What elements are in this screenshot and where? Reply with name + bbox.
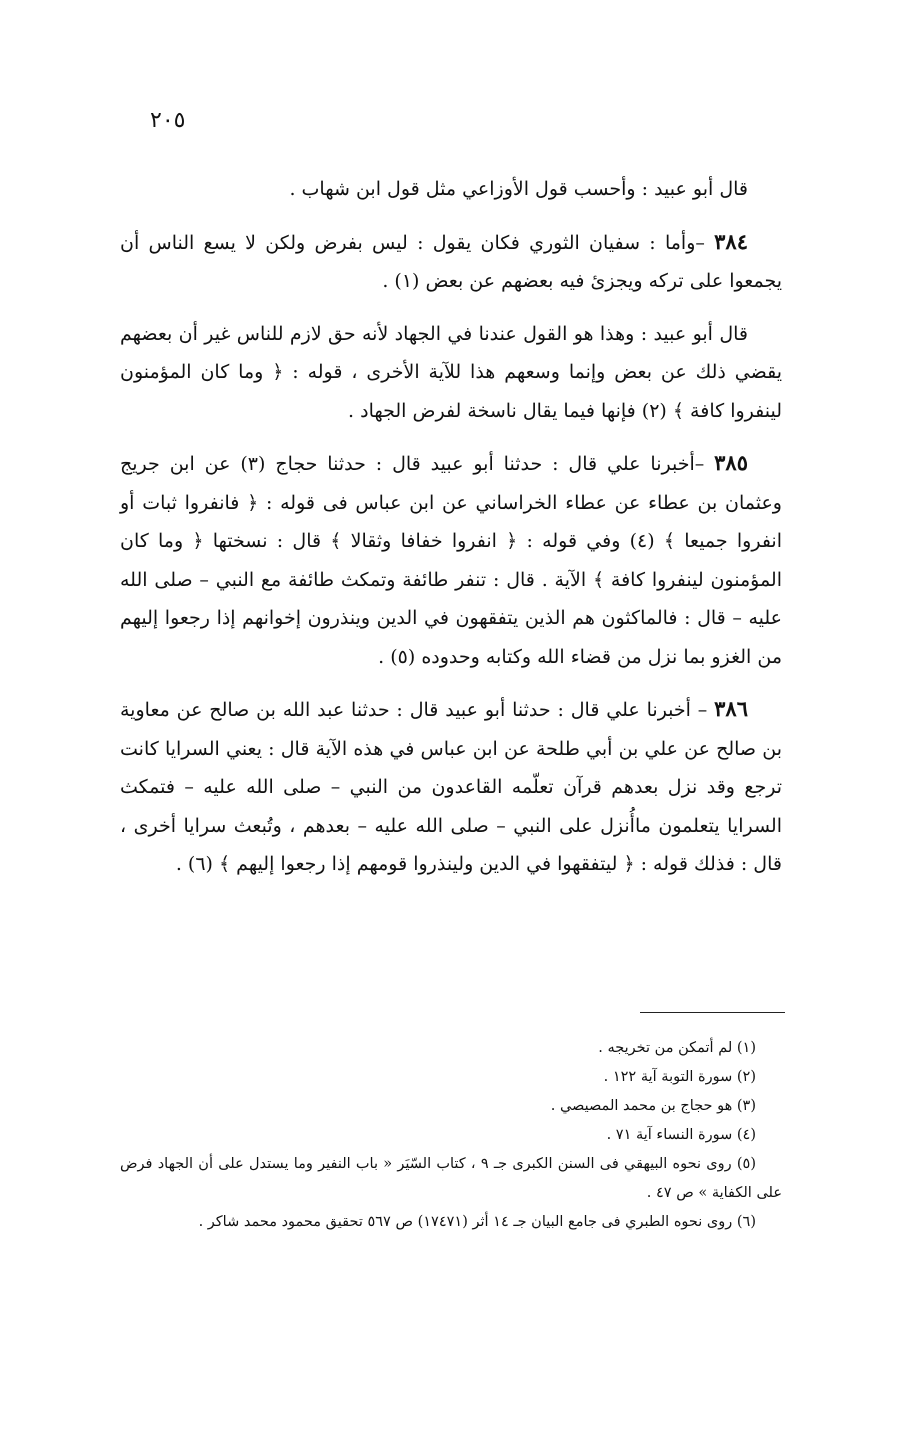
- footnote-1: (١) لم أتمكن من تخريجه .: [598, 1040, 756, 1056]
- paragraph-text: – أخبرنا علي قال : حدثنا أبو عبيد قال : حدثنا عبد الله بن صالح عن معاوية بن صالح عن علي بن أبي طلحة عن ابن عباس في هذه الآية قال : يعني السرايا كانت ترجع وقد نزل بعدهم قرآن تعلّمه القاعدون من النبي – صلى الله عليه – فتمكث السرايا يتعلمون ماأُنزل على النبي – صلى الله عليه – بعدهم ، وتُبعث سرايا أخرى ، قال : فذلك قوله : ﴿ ليتفقهوا في الدين ولينذروا قومهم إذا رجعوا إليهم ﴾ (٦) .: [120, 699, 782, 875]
- hadith-number: ٣٨٥: [714, 450, 748, 475]
- paragraph-384: [120, 223, 782, 301]
- page-number: ٢٠٥: [150, 108, 186, 133]
- paragraph-3: قال أبو عبيد : وهذا هو القول عندنا في الجهاد لأنه حق لازم للناس غير أن بعضهم يقضي ذلك عن بعض وإنما وسعهم هذا للآية الأخرى ، قوله : ﴿ وما كان المؤمنون لينفروا كافة ﴾ (٢) فإنها فيما يقال ناسخة لفرض الجهاد .: [120, 322, 782, 422]
- paragraph-1: قال أبو عبيد : وأحسب قول الأوزاعي مثل قول ابن شهاب .: [289, 178, 748, 200]
- paragraph-text: –وأما : سفيان الثوري فكان يقول : ليس بفرض ولكن لا يسع الناس أن يجمعوا على تركه ويجزئ فيه بعضهم عن بعض (١) .: [120, 231, 782, 292]
- footnote-6: (٦) روى نحوه الطبري فى جامع البيان جـ ١٤ أثر (١٧٤٧١) ص ٥٦٧ تحقيق محمود محمد شاكر .: [198, 1214, 756, 1230]
- footnote-divider: [640, 1012, 785, 1013]
- footnote-3: (٣) هو حجاج بن محمد المصيصي .: [550, 1098, 756, 1114]
- hadith-number: ٣٨٤: [714, 228, 748, 254]
- footnote-2: (٢) سورة التوبة آية ١٢٢ .: [603, 1069, 756, 1085]
- paragraph-386: [120, 690, 782, 884]
- hadith-number: ٣٨٦: [714, 696, 748, 721]
- footnote-4: (٤) سورة النساء آية ٧١ .: [606, 1127, 756, 1143]
- footnote-5: (٥) روى نحوه البيهقي فى السنن الكبرى جـ ٩ ، كتاب السّيَر « باب النفير وما يستدل على أن الجهاد فرض على الكفاية » ص ٤٧ .: [120, 1156, 782, 1201]
- paragraph-385: [120, 444, 782, 676]
- footnotes: [120, 1034, 782, 1237]
- main-text: [120, 170, 782, 898]
- paragraph-text: –أخبرنا علي قال : حدثنا أبو عبيد قال : حدثنا حجاج (٣) عن ابن جريج وعثمان بن عطاء عن عطاء الخراساني عن ابن عباس فى قوله : ﴿ فانفروا ثبات أو انفروا جميعا ﴾ (٤) وفي قوله : ﴿ انفروا خفافا وثقالا ﴾ قال : نسختها ﴿ وما كان المؤمنون لينفروا كافة ﴾ الآية . قال : تنفر طائفة وتمكث طائفة مع النبي – صلى الله عليه – قال : فالماكثون هم الذين يتفقهون في الدين وينذرون إخوانهم إذا رجعوا إليهم من الغزو بما نزل من قضاء الله وكتابه وحدوده (٥) .: [120, 453, 783, 668]
